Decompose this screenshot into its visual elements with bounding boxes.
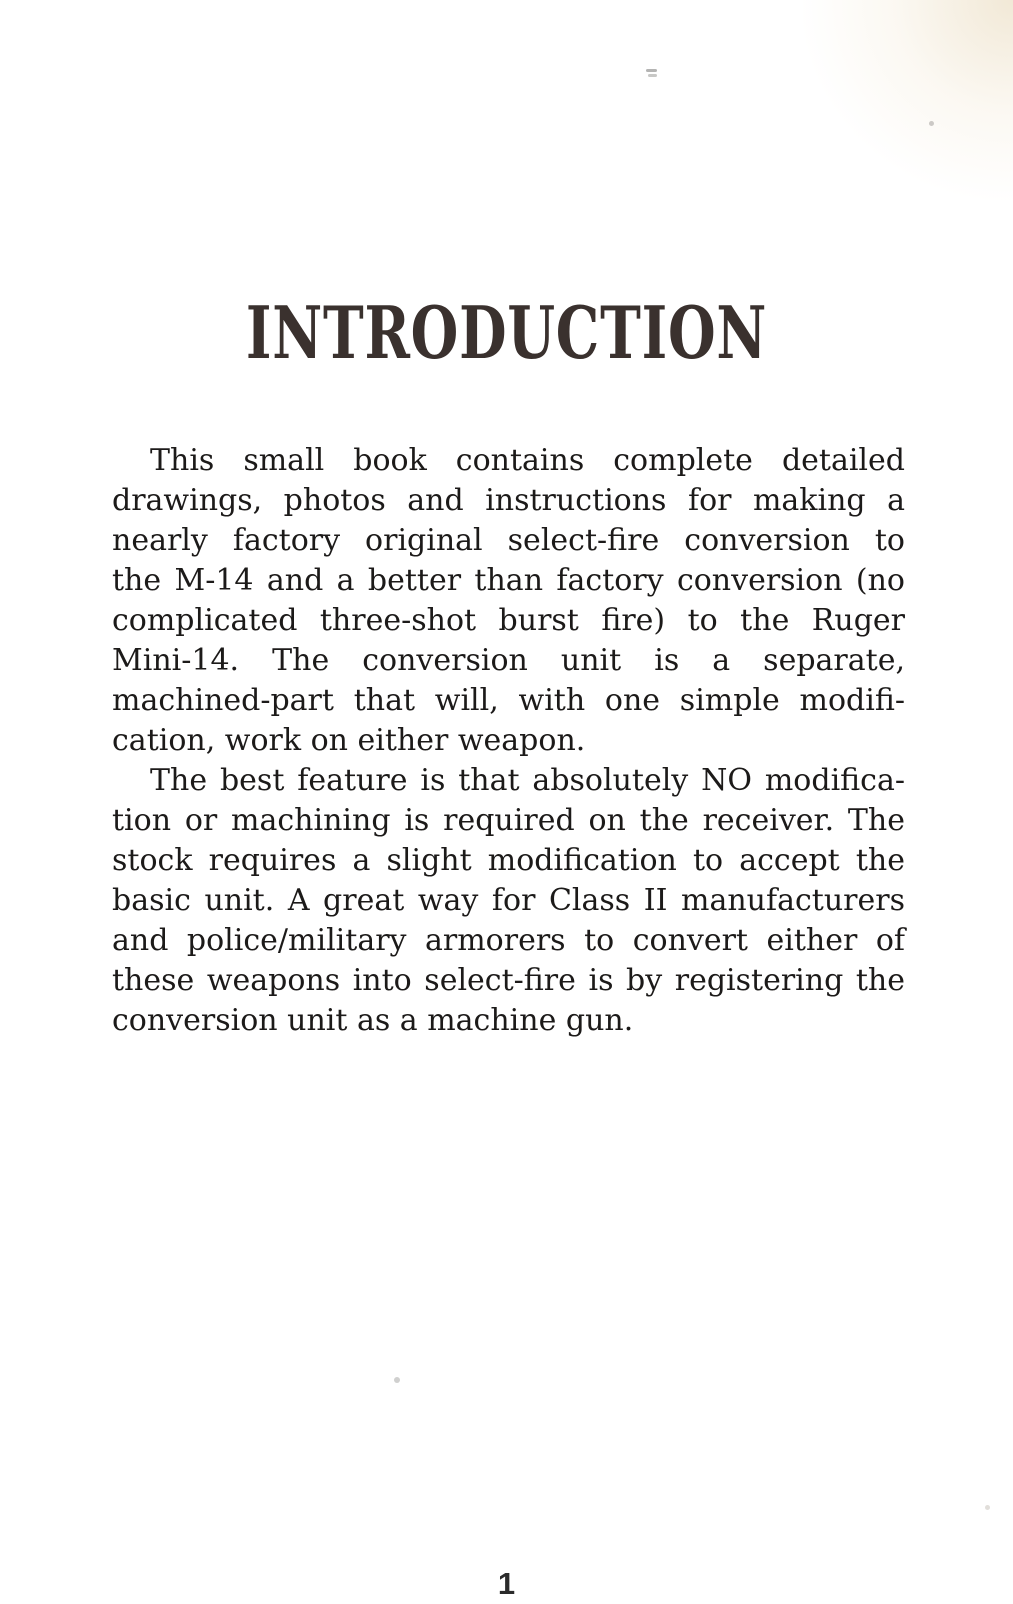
- text-line: basic unit. A great way for Class II manufacturers: [112, 883, 905, 918]
- text-line: these weapons into select-fire is by registering the: [112, 963, 905, 998]
- text-line: machined-part that will, with one simple modifi-: [112, 683, 905, 718]
- text-line: nearly factory original select-fire conversion to: [112, 523, 905, 558]
- text-line: conversion unit as a machine gun.: [112, 1003, 634, 1038]
- text-line: tion or machining is required on the receiver. The: [112, 803, 905, 838]
- text-line: complicated three-shot burst fire) to the Ruger: [112, 603, 905, 638]
- text-line: The best feature is that absolutely NO modifica-: [150, 763, 905, 798]
- text-line: stock requires a slight modification to accept the: [112, 843, 905, 878]
- scan-speck: [648, 74, 657, 77]
- scan-speck: [394, 1377, 400, 1383]
- text-line: Mini-14. The conversion unit is a separate,: [112, 643, 905, 678]
- scan-speck: [985, 1505, 990, 1510]
- text-line: cation, work on either weapon.: [112, 723, 586, 758]
- page-number: 1: [497, 1566, 516, 1601]
- text-line: This small book contains complete detailed: [150, 443, 905, 478]
- scan-shadow-top-right: [803, 0, 1013, 200]
- text-line: drawings, photos and instructions for making a: [112, 483, 905, 518]
- paragraph-1: [112, 441, 905, 761]
- paragraph-2: [112, 761, 905, 1041]
- scan-speck: [646, 69, 657, 72]
- text-line: the M-14 and a better than factory conversion (no: [112, 563, 905, 598]
- scan-speck: [929, 121, 934, 126]
- text-line: and police/military armorers to convert either of: [112, 923, 905, 958]
- page-title: INTRODUCTION: [245, 290, 768, 375]
- body-text: [112, 441, 905, 1041]
